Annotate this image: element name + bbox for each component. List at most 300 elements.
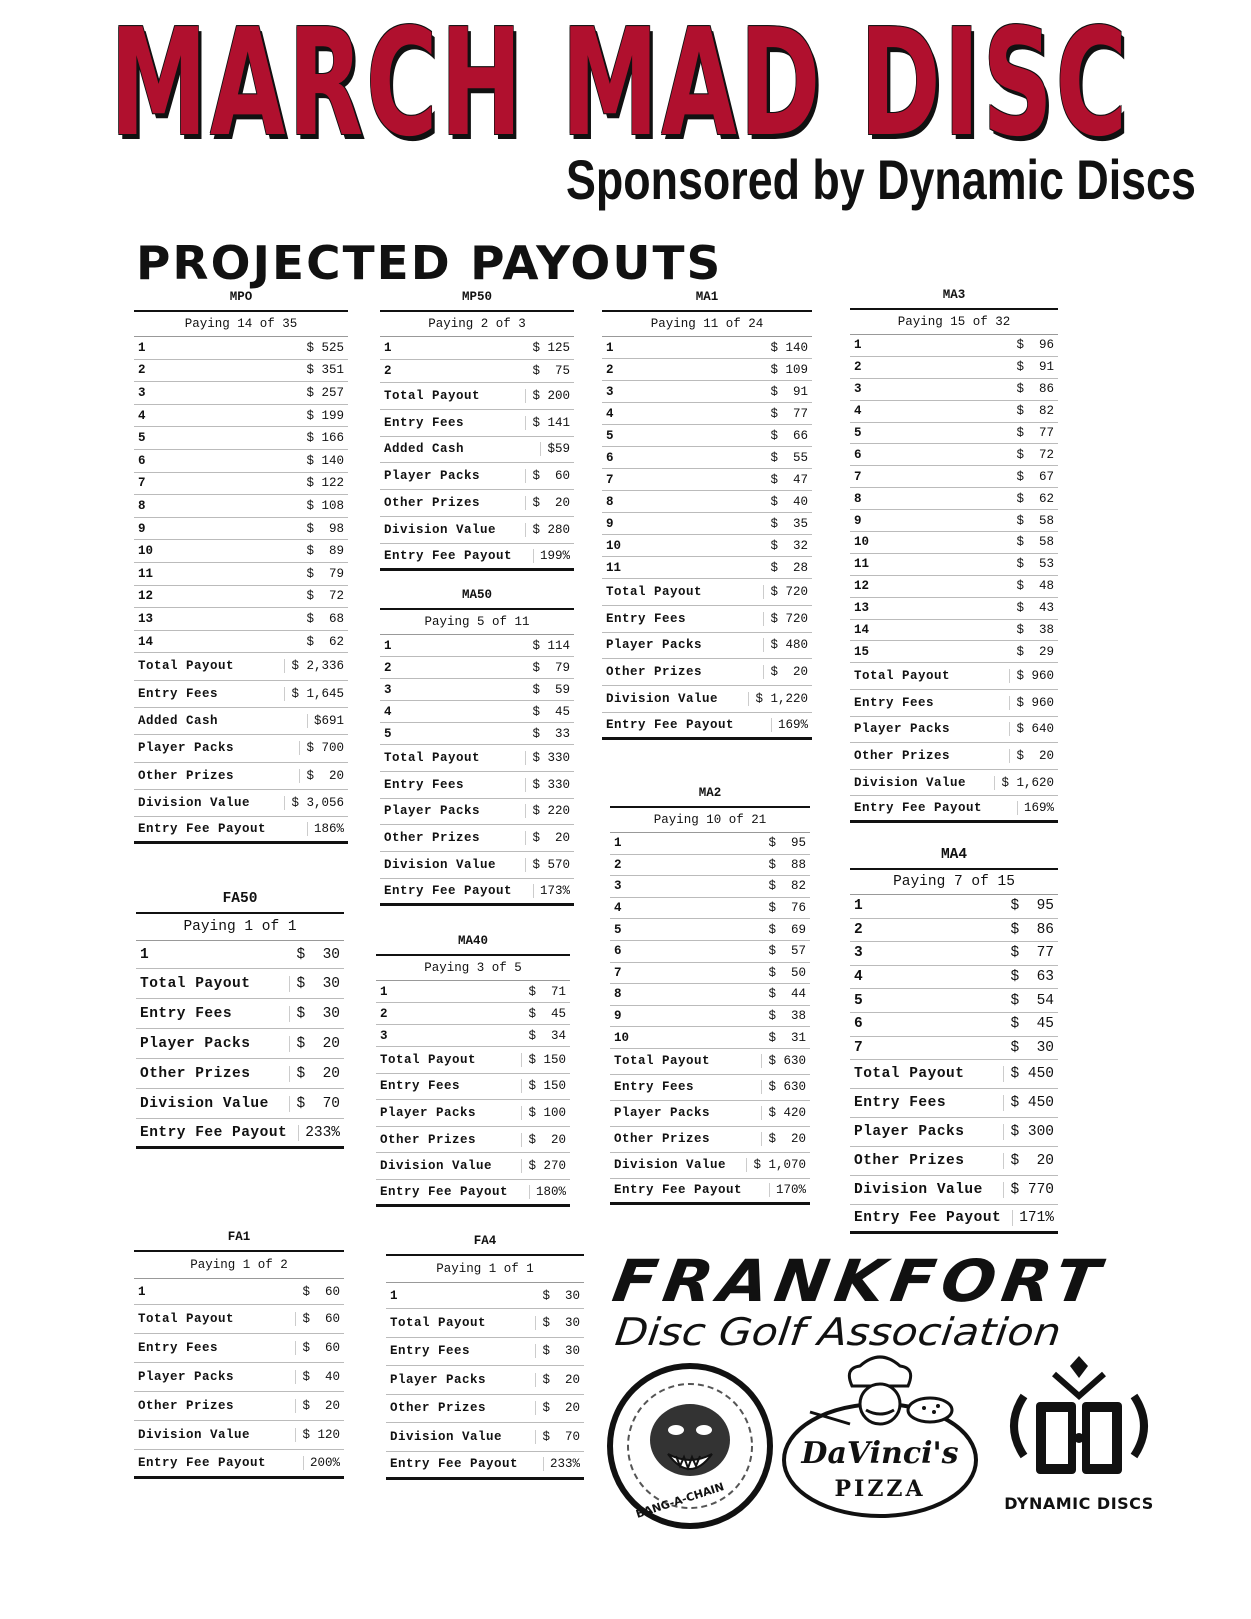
place-number: 3 xyxy=(138,385,146,400)
division-name: MA1 xyxy=(602,288,812,312)
place-row xyxy=(134,631,348,654)
summary-label: Entry Fee Payout xyxy=(380,1184,509,1199)
summary-value: $ 450 xyxy=(1003,1066,1054,1082)
place-row xyxy=(610,1027,810,1049)
place-payout: $ 50 xyxy=(768,965,806,980)
summary-label: Total Payout xyxy=(384,750,481,765)
division-name: MA3 xyxy=(850,286,1058,310)
place-number: 13 xyxy=(138,611,154,626)
place-number: 9 xyxy=(854,513,862,528)
summary-value: $ 330 xyxy=(525,778,570,792)
summary-label: Total Payout xyxy=(384,388,481,403)
place-number: 1 xyxy=(854,338,862,353)
place-payout: $ 77 xyxy=(1010,945,1054,962)
place-row xyxy=(610,963,810,985)
place-number: 5 xyxy=(384,726,392,741)
place-payout: $ 76 xyxy=(768,901,806,916)
summary-row xyxy=(386,1309,584,1338)
division-table-ma2 xyxy=(610,784,810,1205)
place-number: 2 xyxy=(606,362,614,377)
place-number: 1 xyxy=(606,340,614,355)
place-payout: $ 91 xyxy=(1016,360,1054,375)
place-payout: $ 45 xyxy=(1010,1016,1054,1033)
division-table-fa4 xyxy=(386,1232,584,1480)
summary-row xyxy=(376,1180,570,1207)
summary-label: Entry Fee Payout xyxy=(854,1210,1002,1227)
place-number: 11 xyxy=(606,560,622,575)
division-name: MA2 xyxy=(610,784,810,808)
place-payout: $ 30 xyxy=(296,946,340,963)
division-name: MPO xyxy=(134,288,348,312)
summary-value: $ 20 xyxy=(525,496,570,510)
summary-value: $ 30 xyxy=(289,976,340,992)
division-table-ma1 xyxy=(602,288,812,740)
place-number: 6 xyxy=(606,450,614,465)
summary-row xyxy=(380,852,574,879)
summary-label: Division Value xyxy=(614,1158,727,1173)
place-row xyxy=(386,1283,584,1309)
place-number: 11 xyxy=(138,566,154,581)
summary-label: Other Prizes xyxy=(138,768,235,783)
summary-label: Player Packs xyxy=(380,1105,477,1120)
summary-label: Other Prizes xyxy=(854,748,951,763)
paying-count: Paying 2 of 3 xyxy=(380,312,574,337)
division-name: FA1 xyxy=(134,1228,344,1252)
summary-label: Entry Fee Payout xyxy=(390,1457,519,1472)
place-row xyxy=(136,941,344,969)
place-row xyxy=(134,473,348,496)
place-number: 7 xyxy=(606,472,614,487)
summary-row xyxy=(380,437,574,464)
summary-label: Entry Fees xyxy=(854,1095,947,1112)
place-payout: $ 57 xyxy=(768,944,806,959)
place-number: 1 xyxy=(854,898,863,915)
summary-row xyxy=(850,690,1058,717)
summary-row xyxy=(610,1179,810,1205)
summary-row xyxy=(134,653,348,680)
summary-value: $ 3,056 xyxy=(284,796,344,810)
place-row xyxy=(610,855,810,877)
place-row xyxy=(850,919,1058,943)
place-row xyxy=(850,379,1058,401)
place-payout: $ 86 xyxy=(1010,921,1054,938)
summary-label: Total Payout xyxy=(606,584,703,599)
summary-value: 233% xyxy=(298,1125,340,1141)
summary-value: $ 60 xyxy=(295,1312,340,1326)
summary-row xyxy=(376,1100,570,1127)
place-row xyxy=(134,563,348,586)
summary-row xyxy=(380,490,574,517)
summary-value: $ 630 xyxy=(761,1080,806,1094)
place-payout: $ 63 xyxy=(1010,969,1054,986)
summary-row xyxy=(136,1029,344,1059)
summary-label: Entry Fee Payout xyxy=(138,1456,267,1470)
place-payout: $ 257 xyxy=(306,385,344,400)
sponsor-subtitle: Sponsored by Dynamic Discs xyxy=(566,148,1196,211)
summary-label: Player Packs xyxy=(606,638,703,653)
place-payout: $ 43 xyxy=(1016,601,1054,616)
place-payout: $ 32 xyxy=(770,538,808,553)
summary-row xyxy=(136,999,344,1029)
place-row xyxy=(850,895,1058,919)
bang-a-chain-logo xyxy=(606,1362,774,1530)
division-table-fa50 xyxy=(136,890,344,1149)
place-row xyxy=(602,359,812,381)
paying-count: Paying 5 of 11 xyxy=(380,610,574,635)
summary-value: $ 20 xyxy=(535,1401,580,1415)
place-number: 10 xyxy=(606,538,622,553)
place-number: 4 xyxy=(854,969,863,986)
place-number: 2 xyxy=(614,857,622,872)
place-number: 1 xyxy=(380,984,388,999)
summary-row xyxy=(850,1147,1058,1176)
summary-label: Entry Fees xyxy=(854,695,935,710)
place-row xyxy=(850,357,1058,379)
place-payout: $ 33 xyxy=(532,726,570,741)
place-row xyxy=(610,941,810,963)
place-number: 5 xyxy=(606,428,614,443)
place-number: 4 xyxy=(614,901,622,916)
section-heading: PROJECTED PAYOUTS xyxy=(136,236,723,290)
place-payout: $ 34 xyxy=(528,1028,566,1043)
place-payout: $ 62 xyxy=(1016,491,1054,506)
summary-row xyxy=(134,708,348,735)
summary-label: Other Prizes xyxy=(384,831,481,846)
summary-value: $ 30 xyxy=(535,1344,580,1358)
place-number: 1 xyxy=(384,638,392,653)
place-number: 4 xyxy=(138,408,146,423)
summary-label: Entry Fees xyxy=(606,611,687,626)
place-payout: $ 66 xyxy=(770,428,808,443)
summary-row xyxy=(376,1074,570,1101)
place-payout: $ 53 xyxy=(1016,557,1054,572)
place-row xyxy=(134,540,348,563)
place-number: 2 xyxy=(384,364,392,378)
place-payout: $ 140 xyxy=(770,340,808,355)
place-payout: $ 35 xyxy=(770,516,808,531)
place-number: 8 xyxy=(614,987,622,1002)
summary-row xyxy=(380,463,574,490)
place-row xyxy=(602,535,812,557)
summary-label: Other Prizes xyxy=(606,665,703,680)
summary-label: Division Value xyxy=(606,692,719,707)
place-payout: $ 98 xyxy=(306,521,344,536)
place-number: 6 xyxy=(854,447,862,462)
place-row xyxy=(850,510,1058,532)
summary-value: $ 200 xyxy=(525,389,570,403)
summary-value: $ 630 xyxy=(761,1054,806,1068)
place-payout: $ 351 xyxy=(306,363,344,378)
summary-label: Other Prizes xyxy=(138,1399,235,1413)
place-payout: $ 79 xyxy=(306,566,344,581)
place-number: 1 xyxy=(138,340,146,355)
place-number: 8 xyxy=(854,491,862,506)
summary-value: $ 100 xyxy=(521,1106,566,1120)
place-number: 5 xyxy=(854,992,863,1009)
paying-count: Paying 14 of 35 xyxy=(134,312,348,337)
place-payout: $ 91 xyxy=(770,384,808,399)
place-row xyxy=(610,1006,810,1028)
place-payout: $ 28 xyxy=(770,560,808,575)
place-row xyxy=(134,360,348,383)
place-number: 12 xyxy=(138,589,154,604)
place-payout: $ 108 xyxy=(306,498,344,513)
division-name: FA50 xyxy=(136,890,344,914)
summary-row xyxy=(850,770,1058,797)
summary-value: $691 xyxy=(307,714,344,728)
summary-row xyxy=(380,772,574,799)
summary-value: 173% xyxy=(533,884,570,898)
summary-value: $ 20 xyxy=(1003,1153,1054,1169)
place-number: 3 xyxy=(384,682,392,697)
place-row xyxy=(850,1013,1058,1037)
place-row xyxy=(602,557,812,579)
place-payout: $ 48 xyxy=(1016,579,1054,594)
place-payout: $ 75 xyxy=(532,364,570,378)
event-title: MARCH MAD DISC xyxy=(110,0,1130,169)
place-payout: $ 62 xyxy=(306,634,344,649)
place-payout: $ 58 xyxy=(1016,513,1054,528)
place-payout: $ 30 xyxy=(542,1288,580,1303)
place-number: 2 xyxy=(854,921,863,938)
place-payout: $ 140 xyxy=(306,453,344,468)
summary-label: Entry Fees xyxy=(390,1344,471,1359)
place-number: 2 xyxy=(380,1006,388,1021)
place-row xyxy=(380,679,574,701)
summary-value: $ 20 xyxy=(525,831,570,845)
place-number: 10 xyxy=(138,544,154,559)
frankfort-wordmark: FRANKFORT xyxy=(608,1247,1111,1315)
summary-row xyxy=(136,1119,344,1149)
summary-label: Player Packs xyxy=(138,1370,235,1384)
place-row xyxy=(850,554,1058,576)
summary-value: $ 150 xyxy=(521,1079,566,1093)
place-number: 14 xyxy=(854,623,870,638)
place-number: 1 xyxy=(384,341,392,355)
place-number: 7 xyxy=(614,965,622,980)
place-payout: $ 45 xyxy=(528,1006,566,1021)
summary-row xyxy=(380,745,574,772)
summary-label: Division Value xyxy=(138,795,251,810)
dynamic-discs-logo xyxy=(984,1356,1174,1516)
summary-row xyxy=(602,659,812,686)
place-row xyxy=(850,989,1058,1013)
place-payout: $ 125 xyxy=(532,341,570,355)
place-number: 7 xyxy=(854,1039,863,1056)
summary-value: $ 30 xyxy=(535,1316,580,1330)
place-number: 2 xyxy=(138,363,146,378)
place-row xyxy=(376,1003,570,1025)
division-table-ma4 xyxy=(850,846,1058,1234)
paying-count: Paying 1 of 1 xyxy=(136,914,344,941)
division-table-mpo xyxy=(134,288,348,844)
summary-value: $ 770 xyxy=(1003,1182,1054,1198)
summary-value: $ 20 xyxy=(289,1036,340,1052)
place-payout: $ 166 xyxy=(306,431,344,446)
summary-row xyxy=(850,1060,1058,1089)
davincis-name: DaVinci's xyxy=(801,1436,959,1471)
place-row xyxy=(134,495,348,518)
place-row xyxy=(376,981,570,1003)
division-table-ma40 xyxy=(376,932,570,1207)
place-row xyxy=(850,423,1058,445)
division-name: FA4 xyxy=(386,1232,584,1256)
place-number: 5 xyxy=(854,426,862,440)
place-row xyxy=(602,513,812,535)
frankfort-logo xyxy=(608,1247,1178,1354)
summary-label: Total Payout xyxy=(138,659,235,674)
summary-label: Total Payout xyxy=(140,975,251,992)
summary-row xyxy=(610,1101,810,1127)
summary-value: $ 20 xyxy=(299,769,344,783)
summary-row xyxy=(380,879,574,906)
summary-value: $ 450 xyxy=(1003,1095,1054,1111)
summary-value: $ 220 xyxy=(525,804,570,818)
summary-row xyxy=(376,1047,570,1074)
summary-row xyxy=(602,606,812,633)
summary-value: $ 20 xyxy=(535,1373,580,1387)
summary-label: Division Value xyxy=(380,1159,493,1174)
place-payout: $ 525 xyxy=(306,340,344,355)
summary-label: Division Value xyxy=(140,1095,269,1112)
place-payout: $ 122 xyxy=(306,476,344,491)
division-table-ma50 xyxy=(380,586,574,906)
summary-value: $ 20 xyxy=(289,1066,340,1082)
summary-value: 171% xyxy=(1012,1210,1054,1226)
summary-label: Division Value xyxy=(854,1182,983,1199)
summary-value: $ 20 xyxy=(761,1132,806,1146)
summary-label: Player Packs xyxy=(384,469,481,484)
place-number: 9 xyxy=(606,516,614,531)
paying-count: Paying 7 of 15 xyxy=(850,870,1058,895)
place-row xyxy=(134,337,348,360)
summary-row xyxy=(380,383,574,410)
summary-row xyxy=(134,735,348,762)
summary-label: Entry Fee Payout xyxy=(384,548,513,563)
summary-label: Entry Fees xyxy=(380,1079,461,1094)
summary-label: Entry Fee Payout xyxy=(138,822,267,837)
summary-row xyxy=(602,579,812,606)
place-number: 10 xyxy=(854,535,870,550)
summary-row xyxy=(386,1338,584,1367)
summary-row xyxy=(134,1363,344,1392)
place-payout: $ 54 xyxy=(1010,992,1054,1009)
place-row xyxy=(134,608,348,631)
place-number: 15 xyxy=(854,644,870,659)
place-number: 3 xyxy=(606,384,614,399)
division-table-ma3 xyxy=(850,286,1058,823)
place-number: 2 xyxy=(384,660,392,675)
paying-count: Paying 3 of 5 xyxy=(376,956,570,981)
paying-count: Paying 1 of 2 xyxy=(134,1252,344,1279)
place-row xyxy=(850,466,1058,488)
summary-label: Player Packs xyxy=(390,1372,487,1387)
place-payout: $ 72 xyxy=(1016,447,1054,462)
summary-label: Total Payout xyxy=(854,1066,965,1083)
place-row xyxy=(850,488,1058,510)
summary-value: 199% xyxy=(533,549,570,563)
summary-value: $ 960 xyxy=(1009,669,1054,683)
place-payout: $ 55 xyxy=(770,450,808,465)
place-payout: $ 60 xyxy=(302,1284,340,1299)
place-payout: $ 30 xyxy=(1010,1039,1054,1056)
place-row xyxy=(134,405,348,428)
summary-label: Player Packs xyxy=(614,1106,711,1121)
summary-label: Entry Fees xyxy=(138,686,219,701)
summary-value: $ 700 xyxy=(299,741,344,755)
summary-row xyxy=(136,1089,344,1119)
place-row xyxy=(610,876,810,898)
dynamic-discs-icon xyxy=(984,1356,1174,1486)
summary-value: $ 20 xyxy=(1009,749,1054,763)
summary-row xyxy=(380,825,574,852)
place-number: 6 xyxy=(854,1016,863,1033)
summary-row xyxy=(850,743,1058,770)
paying-count: Paying 10 of 21 xyxy=(610,808,810,833)
place-payout: $ 72 xyxy=(306,589,344,604)
summary-value: $ 570 xyxy=(525,858,570,872)
place-row xyxy=(602,469,812,491)
place-row xyxy=(602,425,812,447)
summary-label: Division Value xyxy=(384,858,497,873)
davincis-pizza-logo xyxy=(780,1352,980,1522)
place-number: 1 xyxy=(138,1284,146,1299)
place-row xyxy=(850,942,1058,966)
place-row xyxy=(134,586,348,609)
summary-label: Total Payout xyxy=(380,1052,477,1067)
summary-row xyxy=(602,633,812,660)
place-number: 1 xyxy=(140,946,149,963)
summary-value: 180% xyxy=(529,1185,566,1199)
summary-row xyxy=(850,1118,1058,1147)
summary-label: Entry Fee Payout xyxy=(614,1183,743,1198)
place-number: 10 xyxy=(614,1030,630,1045)
summary-value: $ 300 xyxy=(1003,1124,1054,1140)
place-payout: $ 67 xyxy=(1016,469,1054,484)
place-number: 7 xyxy=(854,469,862,484)
place-number: 11 xyxy=(854,557,870,572)
place-number: 12 xyxy=(854,579,870,594)
place-row xyxy=(134,518,348,541)
summary-row xyxy=(850,1176,1058,1205)
summary-label: Other Prizes xyxy=(390,1401,487,1416)
place-row xyxy=(850,576,1058,598)
summary-value: 169% xyxy=(771,718,808,732)
place-number: 1 xyxy=(390,1288,398,1303)
division-name: MP50 xyxy=(380,288,574,312)
summary-row xyxy=(134,681,348,708)
place-payout: $ 69 xyxy=(768,922,806,937)
place-number: 2 xyxy=(854,360,862,375)
place-payout: $ 59 xyxy=(532,682,570,697)
summary-row xyxy=(386,1423,584,1452)
place-row xyxy=(602,403,812,425)
summary-value: 169% xyxy=(1017,801,1054,815)
place-number: 6 xyxy=(614,944,622,959)
place-payout: $ 47 xyxy=(770,472,808,487)
place-number: 13 xyxy=(854,601,870,616)
summary-value: 170% xyxy=(769,1183,806,1197)
summary-label: Entry Fee Payout xyxy=(384,883,513,898)
summary-row xyxy=(602,713,812,740)
summary-row xyxy=(610,1153,810,1179)
place-payout: $ 77 xyxy=(770,406,808,421)
summary-row xyxy=(850,1089,1058,1118)
paying-count: Paying 11 of 24 xyxy=(602,312,812,337)
place-row xyxy=(380,723,574,745)
place-row xyxy=(850,401,1058,423)
paying-count: Paying 15 of 32 xyxy=(850,310,1058,335)
